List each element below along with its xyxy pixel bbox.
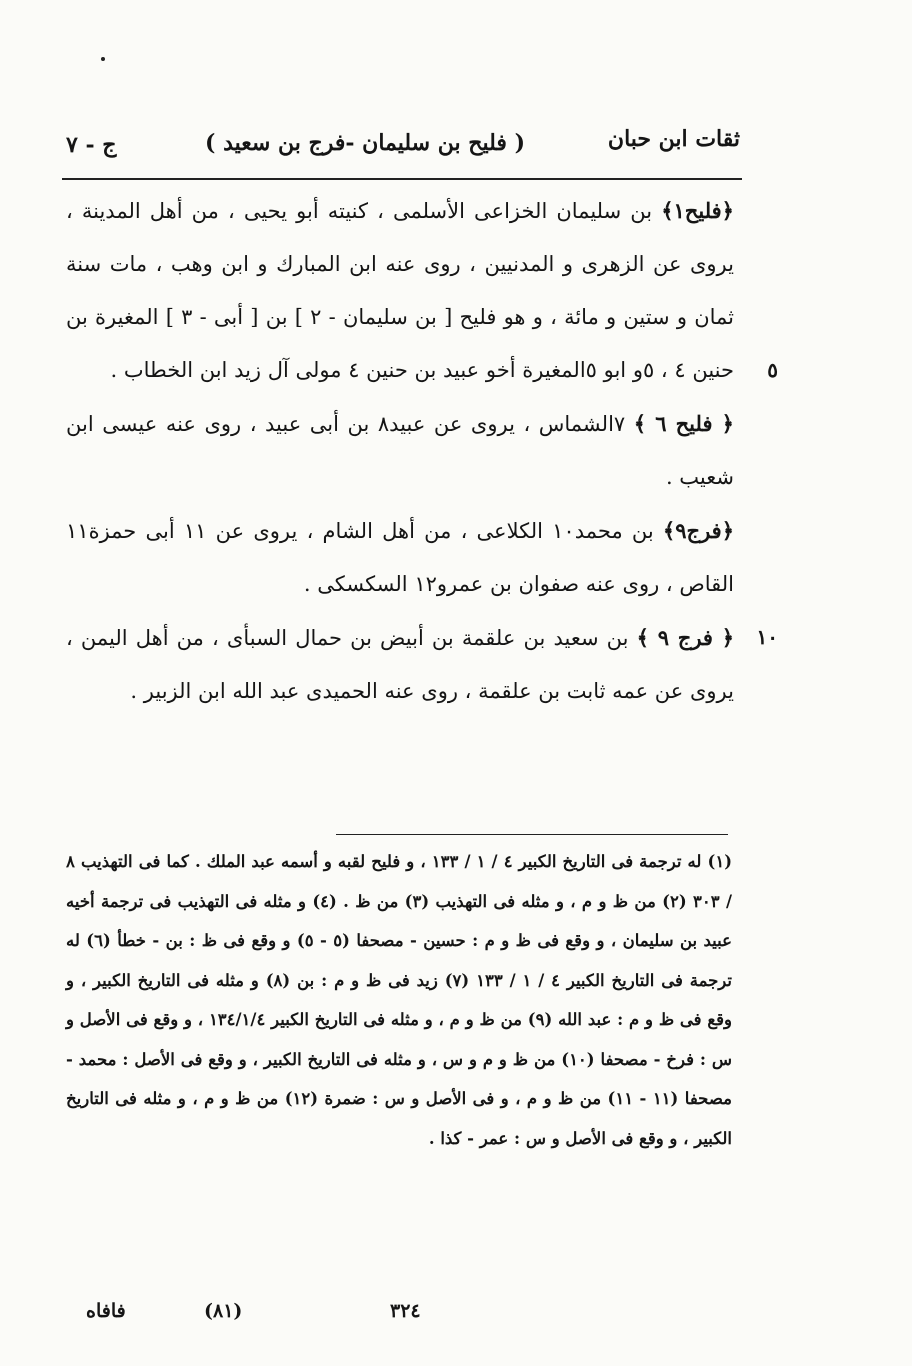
page-number: ٣٢٤ bbox=[390, 1300, 421, 1322]
footnote-rule bbox=[336, 834, 728, 835]
main-text bbox=[66, 184, 778, 718]
printer-signature: فافاه bbox=[86, 1300, 126, 1322]
entry-text: بن محمد١٠ الكلاعى ، من أهل الشام ، يروى عن ١١ أبى حمزة١١ القاص ، روى عنه صفوان بن عمرو١٢ السكسكى . bbox=[66, 519, 734, 596]
print-sheet-number: (٨١) bbox=[204, 1300, 243, 1322]
entry-4 bbox=[66, 611, 778, 718]
line-number: ٥ bbox=[767, 358, 778, 382]
line-number: ١٠ bbox=[756, 625, 778, 649]
running-header bbox=[60, 120, 750, 176]
entry-heading: ﴿ فرج ٩ ﴾ bbox=[636, 625, 735, 650]
entry-text: ٧الشماس ، يروى عن عبيد٨ بن أبى عبيد ، روى عنه عيسى ابن شعيب . bbox=[66, 412, 734, 489]
book-title: ثقات ابن حبان bbox=[607, 126, 740, 152]
entry-heading: ﴿ فليح ٦ ﴾ bbox=[633, 411, 734, 436]
entry-1 bbox=[66, 184, 734, 397]
entry-heading: ﴿فرج٩﴾ bbox=[662, 518, 735, 543]
footnotes: (١) له ترجمة فى التاريخ الكبير ٤ / ١ / ١٣٣ ، و فليح لقبه و أسمه عبد الملك . كما فى التهذيب ٨ / ٣٠٣ (٢) من ظ و م ، و مثله فى التهذيب (٣) من ظ . (٤) و مثله فى التهذيب فى ترجمة أخيه عبيد بن سليمان ، و وقع فى ظ و م : حسين - مصحفا (٥ - ٥) و وقع فى ظ : بن - خطأ (٦) له ترجمة فى التاريخ الكبير ٤ / ١ / ١٣٣ (٧) زيد فى ظ و م : بن (٨) و مثله فى التاريخ الكبير ، و وقع فى ظ و م : عبد الله (٩) من ظ و م ، و مثله فى التاريخ الكبير ١٣٤/١/٤ ، و وقع فى الأصل و س : فرخ - مصحفا (١٠) من ظ و م و س ، و مثله فى التاريخ الكبير ، و وقع فى الأصل : محمد - مصحفا (١١ - ١١) من ظ و م ، و فى الأصل و س : ضمرة (١٢) من ظ و م ، و مثله فى التاريخ الكبير ، و وقع فى الأصل و س : عمر - كذا . bbox=[66, 852, 733, 1148]
entry-2 bbox=[66, 358, 778, 504]
speck-mark bbox=[101, 57, 105, 61]
entry-text: بن سعيد بن علقمة بن أبيض بن حمال السبأى ، من أهل اليمن ، يروى عن عمه ثابت بن علقمة ، روى عنه الحميدى عبد الله ابن الزبير . bbox=[66, 626, 734, 703]
entry-text: بن سليمان الخزاعى الأسلمى ، كنيته أبو يحيى ، من أهل المدينة ، يروى عن الزهرى و المدنيين ، روى عنه ابن المبارك و ابن وهب ، مات سنة ثمان و ستين و مائة ، و هو فليح [ بن سليمان - ٢ ] بن [ أبى - ٣ ] المغيرة بن حنين ٤ ، ٥و ابو ٥المغيرة أخو عبيد بن حنين ٤ مولى آل زيد ابن الخطاب . bbox=[66, 199, 735, 382]
header-rule bbox=[62, 178, 742, 180]
volume-label: ج - ٧ bbox=[66, 132, 117, 158]
page-footer bbox=[60, 1296, 750, 1336]
section-title: ( فليح بن سليمان -فرج بن سعيد ) bbox=[205, 130, 525, 156]
entry-heading: ﴿فليح١﴾ bbox=[661, 198, 734, 223]
entry-3 bbox=[66, 504, 734, 611]
